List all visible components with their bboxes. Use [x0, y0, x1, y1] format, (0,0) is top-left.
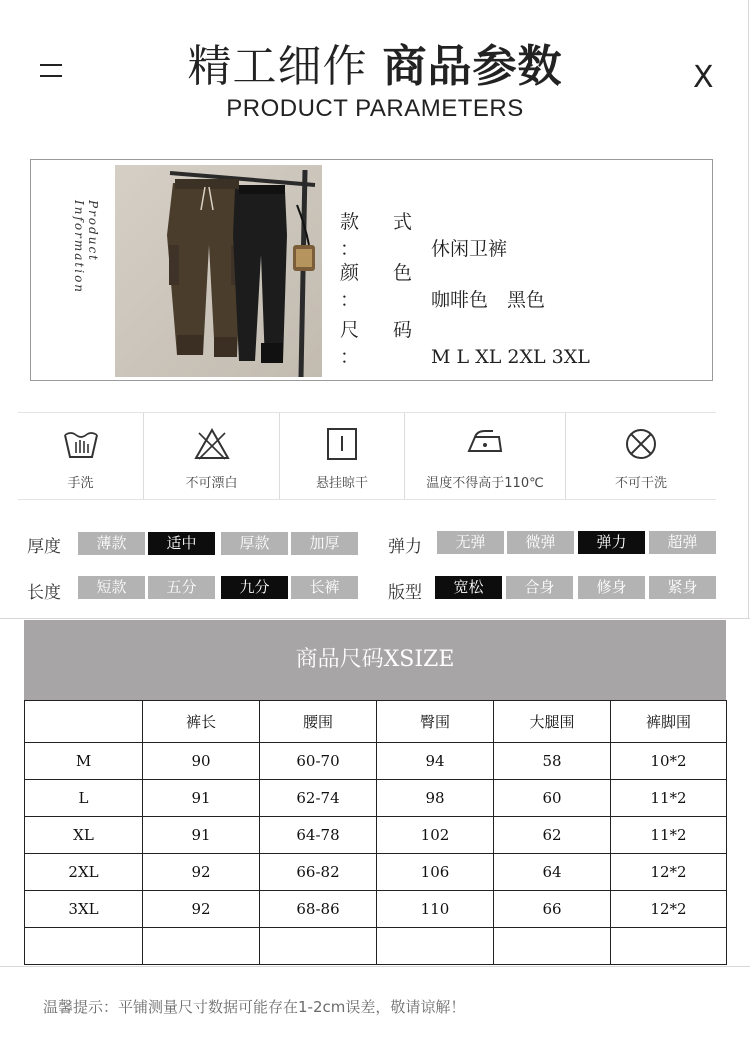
- fit-option: 紧身: [649, 576, 716, 599]
- length-option-selected: 九分: [221, 576, 288, 599]
- thickness-option: 薄款: [78, 532, 145, 555]
- care-hang-dry: [280, 413, 404, 499]
- product-photo: [115, 165, 322, 377]
- title-bold: 商品参数: [382, 41, 563, 92]
- thickness-option: 加厚: [291, 532, 358, 555]
- table-cell: 90: [143, 743, 260, 780]
- length-option: 短款: [78, 576, 145, 599]
- table-row: [25, 743, 727, 780]
- thickness-option-selected: 适中: [148, 532, 215, 555]
- info-value-size: M L XL 2XL 3XL: [431, 346, 590, 368]
- header-cell: 裤长: [143, 701, 260, 743]
- table-cell: 58: [494, 743, 611, 780]
- table-cell: 66-82: [260, 854, 377, 891]
- table-cell: 11*2: [611, 817, 727, 854]
- table-cell: 106: [377, 854, 494, 891]
- elasticity-option: 无弹: [437, 531, 504, 554]
- elasticity-option: 超弹: [649, 531, 716, 554]
- table-cell: 92: [143, 891, 260, 928]
- table-cell: 66: [494, 891, 611, 928]
- care-label: 温度不得高于110℃: [426, 476, 544, 491]
- table-cell: 2XL: [25, 854, 143, 891]
- page-title: [0, 30, 750, 94]
- page-subtitle: PRODUCT PARAMETERS: [226, 95, 524, 122]
- table-cell: [377, 928, 494, 965]
- care-label: 不可漂白: [185, 476, 238, 491]
- size-table: [24, 700, 727, 965]
- info-label-a: 颜: [340, 262, 360, 284]
- header-cell: 裤脚围: [611, 701, 727, 743]
- table-cell: 91: [143, 817, 260, 854]
- measurement-note: 温馨提示：平铺测量尺寸数据可能存在1-2cm误差，敬请谅解！: [43, 998, 466, 1016]
- table-cell: 91: [143, 780, 260, 817]
- table-cell: [494, 928, 611, 965]
- title-light: 精工细作: [187, 41, 368, 92]
- info-label-b: 码: [393, 319, 413, 341]
- info-label-a: 尺: [340, 319, 360, 341]
- table-cell: [260, 928, 377, 965]
- table-cell: 110: [377, 891, 494, 928]
- table-cell: 3XL: [25, 891, 143, 928]
- table-row: [25, 817, 727, 854]
- vertical-caption: Product Information: [72, 200, 100, 295]
- no-dry-clean-icon: [624, 427, 658, 461]
- header-cell: 腰围: [260, 701, 377, 743]
- info-value-style: 休闲卫裤: [431, 238, 508, 260]
- table-cell: 92: [143, 854, 260, 891]
- size-chart-title: 商品尺码XSIZE: [24, 620, 726, 700]
- table-cell: 60: [494, 780, 611, 817]
- elasticity-label: 弹力: [388, 537, 422, 557]
- table-cell: 62-74: [260, 780, 377, 817]
- care-label: 手洗: [67, 476, 94, 491]
- header-cell: [25, 701, 143, 743]
- table-cell: 10*2: [611, 743, 727, 780]
- hand-wash-icon: [62, 427, 100, 461]
- care-label: 不可干洗: [614, 476, 667, 491]
- table-cell: 94: [377, 743, 494, 780]
- info-value-color: 咖啡色 黑色: [431, 289, 546, 311]
- table-row: [25, 854, 727, 891]
- fit-option: 修身: [578, 576, 645, 599]
- fit-label: 版型: [388, 583, 422, 603]
- length-label: 长度: [27, 583, 61, 603]
- info-row-color: 颜 色： 咖啡色 黑色: [340, 258, 545, 312]
- length-option: 长裤: [291, 576, 358, 599]
- info-row-style: 款 式： 休闲卫裤: [340, 207, 507, 261]
- table-cell: 64: [494, 854, 611, 891]
- table-cell: XL: [25, 817, 143, 854]
- table-cell: 60-70: [260, 743, 377, 780]
- elasticity-option: 微弹: [507, 531, 574, 554]
- info-label-b: 式: [393, 211, 413, 233]
- no-bleach-icon: [194, 427, 230, 461]
- table-row-empty: [25, 928, 727, 965]
- table-row: [25, 780, 727, 817]
- table-cell: 98: [377, 780, 494, 817]
- table-cell: M: [25, 743, 143, 780]
- thickness-option: 厚款: [221, 532, 288, 555]
- table-cell: [611, 928, 727, 965]
- header-cell: 臀围: [377, 701, 494, 743]
- care-instructions: [18, 412, 716, 500]
- table-cell: 12*2: [611, 891, 727, 928]
- close-icon[interactable]: X: [693, 60, 714, 95]
- fit-option-selected: 宽松: [435, 576, 502, 599]
- care-no-dry-clean: [566, 413, 716, 499]
- table-cell: L: [25, 780, 143, 817]
- elasticity-option-selected: 弹力: [578, 531, 645, 554]
- care-no-bleach: [144, 413, 279, 499]
- table-header-row: [25, 701, 727, 743]
- table-cell: [143, 928, 260, 965]
- table-cell: 12*2: [611, 854, 727, 891]
- length-option: 五分: [148, 576, 215, 599]
- table-cell: [25, 928, 143, 965]
- care-iron: [405, 413, 565, 499]
- hang-dry-icon: [326, 427, 358, 461]
- iron-icon: [465, 427, 505, 457]
- table-row: [25, 891, 727, 928]
- header-cell: 大腿围: [494, 701, 611, 743]
- fit-option: 合身: [506, 576, 573, 599]
- info-label-a: 款: [340, 211, 360, 233]
- care-hand-wash: [18, 413, 143, 499]
- table-cell: 62: [494, 817, 611, 854]
- table-cell: 68-86: [260, 891, 377, 928]
- table-cell: 64-78: [260, 817, 377, 854]
- table-cell: 11*2: [611, 780, 727, 817]
- care-label: 悬挂晾干: [315, 476, 368, 491]
- info-label-b: 色: [393, 262, 413, 284]
- info-row-size: 尺 码： M L XL 2XL 3XL: [340, 315, 590, 369]
- black-pants: [233, 189, 287, 363]
- table-cell: 102: [377, 817, 494, 854]
- thickness-label: 厚度: [27, 537, 61, 557]
